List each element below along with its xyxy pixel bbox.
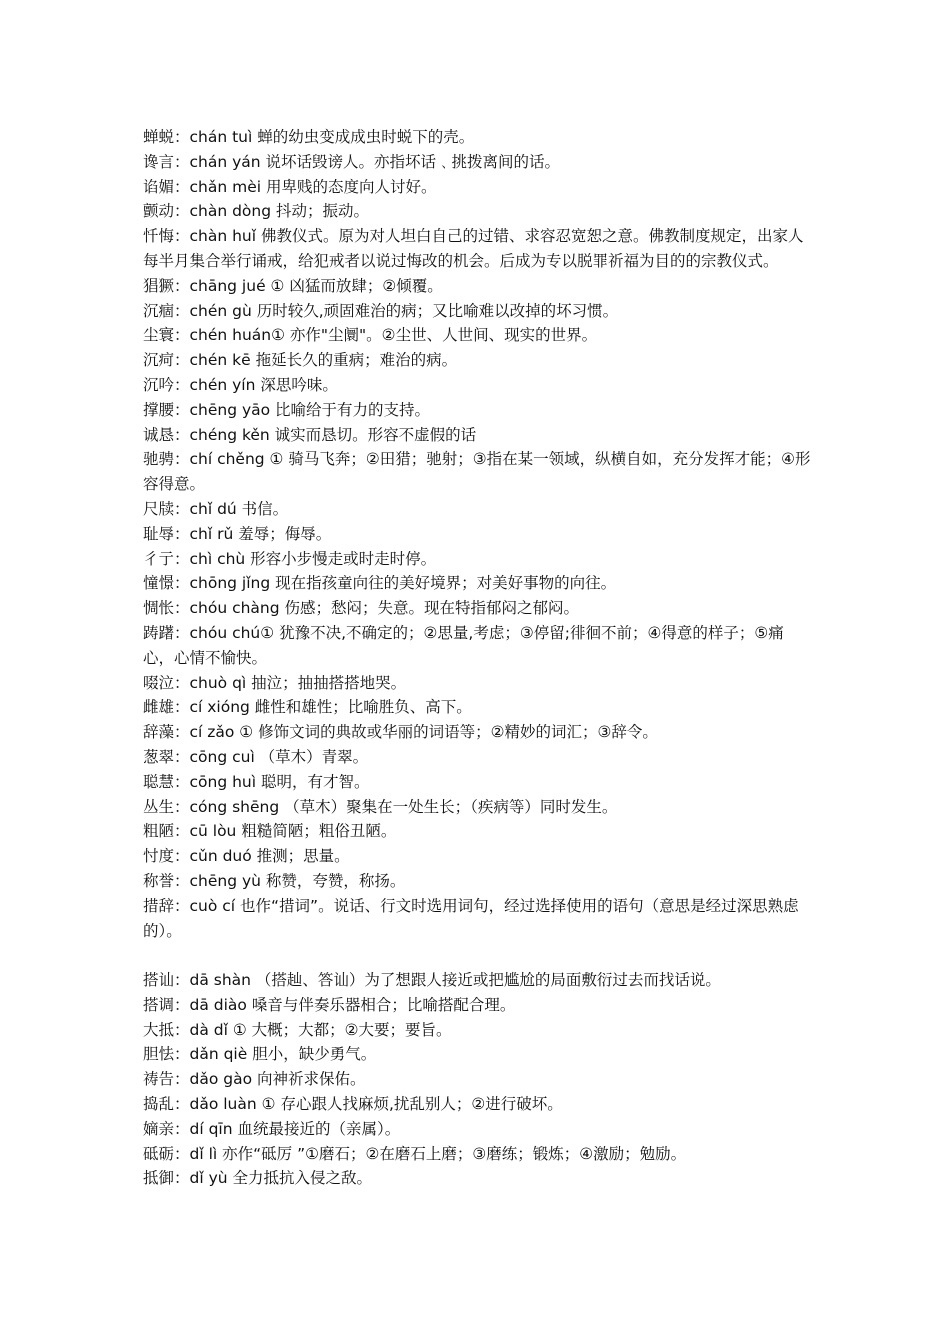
glossary-entry: 耻辱：chǐ rǔ 羞辱；侮辱。 (143, 524, 332, 543)
glossary-entry: 憧憬：chōng jǐng 现在指孩童向往的美好境界；对美好事物的向往。 (143, 574, 617, 593)
glossary-entry: 诚恳：chéng kěn 诚实而恳切。形容不虚假的话 (143, 425, 477, 444)
glossary-entry: 葱翠：cōng cuì （草木）青翠。 (143, 747, 369, 766)
glossary-entry: 沉疴：chén kē 拖延长久的重病；难治的病。 (143, 351, 458, 370)
glossary-entry: 祷告：dǎo gào 向神祈求保佑。 (143, 1070, 366, 1089)
glossary-entry: 驰骋：chí chěng ① 骑马飞奔；②田猎；驰射；③指在某一领域，纵横自如，充分发挥才能；④形容得意。 (143, 450, 811, 494)
glossary-entry: 搭调：dā diào 嗓音与伴奏乐器相合；比喻搭配合理。 (143, 995, 516, 1014)
glossary-entry: 措辞：cuò cí 也作“措词”。说话、行文时选用词句，经过选择使用的语句（意思是经过深思熟虑的）。 (143, 896, 799, 940)
glossary-entry: 沉痼：chén gù 历时较久,顽固难治的病；又比喻难以改掉的坏习惯。 (143, 301, 619, 320)
glossary-entry: 谄媚：chǎn mèi 用卑贱的态度向人讨好。 (143, 177, 437, 196)
entry-section-c (143, 125, 813, 943)
document-page (143, 125, 813, 1191)
glossary-entry: 胆怯：dǎn qiè 胆小，缺少勇气。 (143, 1045, 377, 1064)
glossary-entry: 称誉：chēng yù 称赞，夸赞，称扬。 (143, 871, 406, 890)
glossary-entry: 大抵：dà dǐ ① 大概；大都；②大要；要旨。 (143, 1020, 452, 1039)
glossary-entry: 忖度：cǔn duó 推测；思量。 (143, 847, 350, 866)
glossary-entry: 谗言：chán yán 说坏话毁谤人。亦指坏话﹑挑拨离间的话。 (143, 152, 561, 171)
glossary-entry: 蝉蜕：chán tuì 蝉的幼虫变成成虫时蜕下的壳。 (143, 128, 475, 146)
glossary-entry: 猖獗：chāng jué ① 凶猛而放肆；②倾覆。 (143, 276, 443, 295)
glossary-entry: 啜泣：chuò qì 抽泣；抽抽搭搭地哭。 (143, 673, 407, 692)
glossary-entry: 忏悔：chàn huǐ 佛教仪式。原为对人坦白自己的过错、求容忍宽恕之意。佛教制度规定，出家人每半月集合举行诵戒，给犯戒者以说过悔改的机会。后成为专以脱罪祈福为目的的宗教仪式。 (143, 227, 804, 270)
glossary-entry: 撑腰：chēng yāo 比喻给于有力的支持。 (143, 400, 431, 419)
glossary-entry: 踌躇：chóu chú① 犹豫不决,不确定的；②思量,考虑；③停留;徘徊不前；④得意的样子；⑤痛心，心情不愉快。 (143, 623, 784, 667)
glossary-entry: 聪慧：cōng huì 聪明，有才智。 (143, 772, 370, 791)
entry-section-d (143, 968, 813, 1191)
section-spacer (143, 943, 813, 968)
glossary-entry: 雌雄：cí xióng 雌性和雄性；比喻胜负、高下。 (143, 698, 472, 717)
glossary-entry: 搭讪：dā shàn （搭赸、答讪）为了想跟人接近或把尴尬的局面敷衍过去而找话说。 (143, 971, 721, 990)
glossary-entry: 砥砺：dǐ lì 亦作“砥厉 ”①磨石；②在磨石上磨；③磨练；锻炼；④激励；勉励。 (143, 1144, 687, 1163)
glossary-entry: 尺牍：chǐ dú 书信。 (143, 499, 289, 518)
glossary-entry: 惆怅：chóu chàng 伤感；愁闷；失意。现在特指郁闷之郁闷。 (143, 599, 580, 618)
glossary-entry: 嫡亲：dí qīn 血统最接近的（亲属）。 (143, 1119, 401, 1138)
glossary-entry: 丛生：cóng shēng （草木）聚集在一处生长；（疾病等）同时发生。 (143, 797, 618, 816)
glossary-entry: 粗陋：cū lòu 粗糙简陋；粗俗丑陋。 (143, 822, 397, 841)
glossary-entry: 尘寰：chén huán① 亦作"尘阛"。②尘世、人世间、现实的世界。 (143, 326, 598, 345)
glossary-entry: 沉吟：chén yín 深思吟味。 (143, 375, 338, 394)
glossary-entry: 彳亍：chì chù 形容小步慢走或时走时停。 (143, 549, 437, 568)
glossary-entry: 捣乱：dǎo luàn ① 存心跟人找麻烦,扰乱别人；②进行破坏。 (143, 1095, 563, 1114)
glossary-entry: 颤动：chàn dòng 抖动；振动。 (143, 202, 370, 221)
glossary-entry: 辞藻：cí zǎo ① 修饰文词的典故或华丽的词语等；②精妙的词汇；③辞令。 (143, 723, 658, 742)
glossary-entry: 抵御：dǐ yù 全力抵抗入侵之敌。 (143, 1169, 372, 1188)
